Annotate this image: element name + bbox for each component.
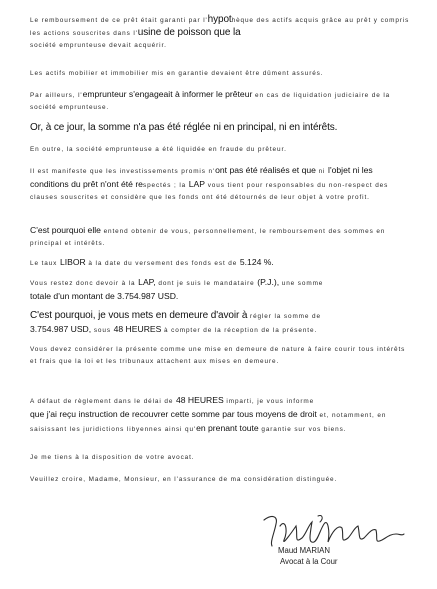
text-run: Il est manifeste que les investissements promis n' (30, 168, 216, 175)
text-run-large: hypot (207, 14, 232, 25)
paragraph-assets-insured (30, 68, 412, 80)
text-run-large: Or, à ce jour, la somme n'a pas été réglée ni en principal, ni en intérêts. (30, 122, 338, 133)
text-run: A défaut de règlement dans le délai de (30, 398, 176, 405)
text-run-large: C'est pourquoi, je vous mets en demeure d'avoir à (30, 310, 248, 321)
paragraph-recovery (30, 394, 412, 436)
paragraph-amount-due (30, 276, 412, 304)
text-run: en cas de liquidation judiciaire de la société emprunteuse. (30, 92, 391, 111)
text-run: entend obtenir de vous, personnellement, le remboursement des sommes en principal et intérêts. (30, 228, 386, 247)
text-run: Le remboursement de ce prêt était garanti par l' (30, 17, 208, 24)
text-run-large: 3.754.987 USD. (117, 291, 179, 301)
paragraph-borrower-obligation (30, 88, 412, 114)
text-run: à compter de la réception de la présente. (161, 327, 318, 334)
text-run-large: l'objet ni les conditions du prêt n'ont été re (30, 165, 373, 189)
paragraph-fraudulent-liquidation (30, 144, 412, 156)
text-run: à la date du versement des fonds est de (85, 260, 240, 267)
paragraph-closing (30, 474, 412, 486)
text-run-large: LIBOR (59, 257, 86, 267)
paragraph-interest-costs (30, 344, 412, 368)
text-run-large: que j'ai reçu instruction de recouvrer cette somme par tous moyens de droit (30, 409, 317, 419)
text-run-large: LAP (188, 179, 206, 189)
signatory-title: Avocat à la Cour (280, 557, 338, 566)
text-run-large: 48 HEURES (175, 395, 224, 405)
text-run: une somme (279, 280, 324, 287)
text-run: Vous devez considérer la présente comme une mise en demeure de nature à faire courir tous intérêts et frais que la loi et les tribunaux attachent aux mises en demeure. (30, 346, 406, 365)
paragraph-guarantee (30, 14, 412, 52)
text-run: hèque des actifs acquis grâce au prêt y compris les actions souscrites dans l' (30, 17, 410, 37)
text-run: Veuillez croire, Madame, Monsieur, en l'assurance de ma considération distinguée. (30, 476, 338, 483)
text-run: et, notamment, en saisissant les juridictions libyennes ainsi qu' (30, 412, 387, 433)
paragraph-investments-not-made (30, 164, 412, 204)
text-run: Vous restez donc devoir à la (30, 280, 139, 287)
text-run: garantie sur vos biens. (258, 426, 347, 433)
text-run-large: 48 HEURES (113, 324, 162, 334)
text-run-large: usine de poisson que la (137, 27, 241, 38)
signatory-name: Maud MARIAN (278, 546, 330, 555)
paragraph-libor-rate (30, 256, 412, 270)
text-run: dont je suis le mandataire (155, 280, 258, 287)
text-run-large: (P.J.), (257, 277, 280, 287)
text-run: vous tient pour responsables du non-respect des clauses souscrites et considère que les fonds ont été détournés de leur objet à votre profit. (30, 182, 389, 201)
text-run: Le taux (30, 260, 60, 267)
text-run-large: totale d'un montant de (30, 291, 118, 301)
text-run: société emprunteuse devait acquérir. (30, 42, 167, 49)
text-run: régler la somme de (247, 313, 321, 320)
text-run: En outre, la société emprunteuse a été liquidée en fraude du prêteur. (30, 146, 287, 153)
paragraph-formal-notice (30, 310, 412, 337)
text-run: imparti, je vous informe (223, 398, 315, 405)
text-run-large: 5.124 %. (239, 257, 274, 267)
text-run-large: LAP, (138, 277, 156, 287)
text-run: ni (315, 168, 329, 175)
text-run: Par ailleurs, l' (30, 92, 83, 99)
text-run: Je me tiens à la disposition de votre avocat. (30, 454, 195, 461)
text-run-large: C'est pourquoi elle (30, 225, 101, 235)
paragraph-claim (30, 224, 412, 250)
text-run-large: emprunteur s'engageait à informer le prêteur (82, 89, 253, 99)
text-run-large: 3.754.987 USD, (30, 324, 92, 334)
text-run-large: en prenant toute (196, 423, 259, 433)
text-run: Les actifs mobilier et immobilier mis en garantie devaient être dûment assurés. (30, 70, 324, 77)
text-run: spectés ; la (142, 182, 189, 189)
text-run-large: ont pas été réalisés et que (215, 165, 316, 175)
text-run: sous (91, 327, 114, 334)
paragraph-available (30, 452, 412, 464)
paragraph-unpaid-sum (30, 122, 412, 135)
